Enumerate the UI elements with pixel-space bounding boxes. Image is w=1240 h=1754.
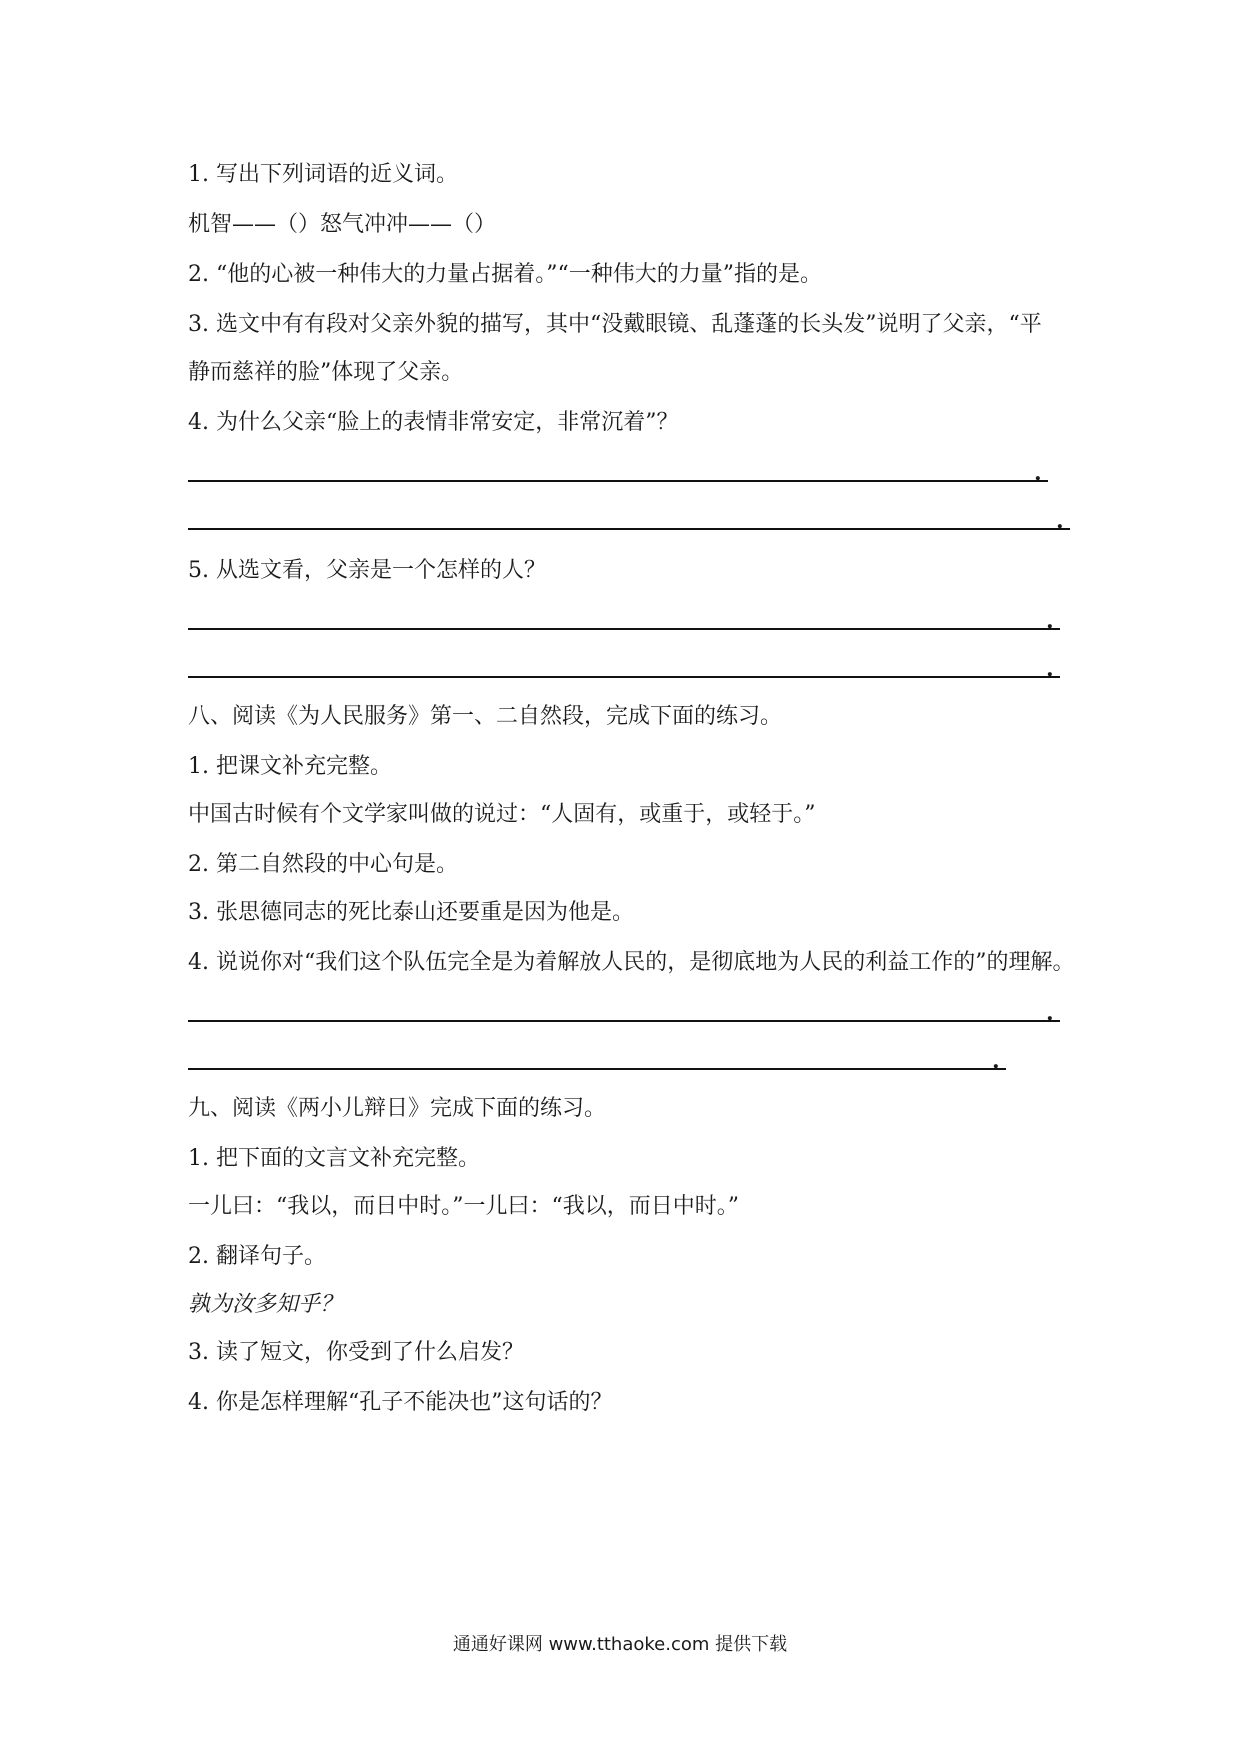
- answer-line-period: .: [1046, 656, 1054, 682]
- question-9-2: 2. 翻译句子。: [188, 1244, 326, 1269]
- answer-line[interactable]: [188, 528, 1070, 530]
- page-footer: 通通好课网 www.tthaoke.com 提供下载: [452, 1634, 788, 1655]
- section-9-heading: 九、阅读《两小儿辩日》完成下面的练习。: [188, 1096, 607, 1121]
- answer-line[interactable]: [188, 480, 1048, 482]
- answer-line-period: .: [1046, 1000, 1054, 1026]
- question-8-4: 4. 说说你对“我们这个队伍完全是为着解放人民的，是彻底地为人民的利益工作的”的理解。: [188, 950, 1075, 975]
- answer-line-period: .: [992, 1048, 1000, 1074]
- question-9-1-content: 一儿曰：“我以，而日中时。”一儿曰：“我以，而日中时。”: [188, 1194, 739, 1219]
- question-9-3: 3. 读了短文，你受到了什么启发？: [188, 1340, 524, 1365]
- question-7-1: 1. 写出下列词语的近义词。: [188, 162, 458, 187]
- answer-line[interactable]: [188, 676, 1060, 678]
- section-8-heading: 八、阅读《为人民服务》第一、二自然段，完成下面的练习。: [188, 704, 783, 729]
- question-8-2: 2. 第二自然段的中心句是。: [188, 852, 458, 877]
- question-9-1: 1. 把下面的文言文补充完整。: [188, 1146, 480, 1171]
- question-8-3: 3. 张思德同志的死比泰山还要重是因为他是。: [188, 900, 634, 925]
- question-9-2-content: 孰为汝多知乎？: [188, 1292, 343, 1317]
- question-9-4: 4. 你是怎样理解“孔子不能决也”这句话的？: [188, 1390, 613, 1415]
- question-8-1: 1. 把课文补充完整。: [188, 754, 392, 779]
- question-7-4: 4. 为什么父亲“脸上的表情非常安定，非常沉着”？: [188, 410, 679, 435]
- question-7-5: 5. 从选文看，父亲是一个怎样的人？: [188, 558, 546, 583]
- answer-line-period: .: [1034, 460, 1042, 486]
- answer-line[interactable]: [188, 1068, 1006, 1070]
- answer-line[interactable]: [188, 1020, 1060, 1022]
- answer-line[interactable]: [188, 628, 1060, 630]
- question-7-1-content: 机智——（）怒气冲冲——（）: [188, 212, 497, 237]
- answer-line-period: .: [1056, 508, 1064, 534]
- question-7-2: 2. “他的心被一种伟大的力量占据着。”“一种伟大的力量”指的是。: [188, 262, 822, 287]
- answer-line-period: .: [1046, 608, 1054, 634]
- question-8-1-content: 中国古时候有个文学家叫做的说过：“人固有，或重于，或轻于。”: [188, 802, 816, 827]
- question-7-3-line1: 3. 选文中有有段对父亲外貌的描写，其中“没戴眼镜、乱蓬蓬的长头发”说明了父亲，“平: [188, 312, 1042, 337]
- question-7-3-line2: 静而慈祥的脸”体现了父亲。: [188, 360, 464, 385]
